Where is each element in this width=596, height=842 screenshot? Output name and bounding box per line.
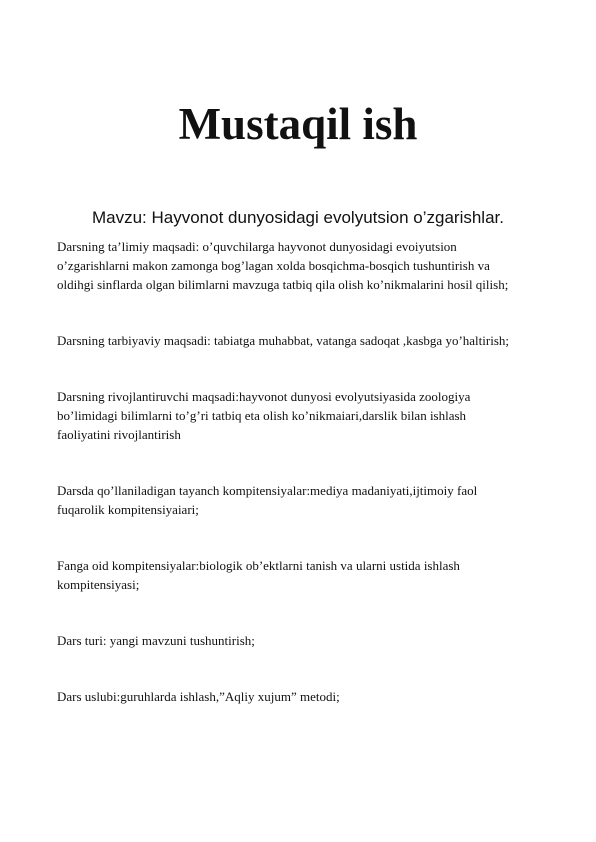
document-subtitle: Mavzu: Hayvonot dunyosidagi evolyutsion o’zgarishlar. bbox=[91, 208, 504, 227]
paragraph-line: Darsda qo’llaniladigan tayanch kompitensiyalar:mediya madaniyati,ijtimoiy faol bbox=[57, 483, 478, 498]
paragraph-lesson-method bbox=[57, 687, 557, 706]
paragraph-line: Fanga oid kompitensiyalar:biologik ob’ektlarni tanish va ularni ustida ishlash bbox=[57, 558, 460, 573]
paragraph-developmental-goal bbox=[57, 387, 557, 444]
paragraph-line: Darsning rivojlantiruvchi maqsadi:hayvonot dunyosi evolyutsiyasida zoologiya bbox=[57, 389, 471, 404]
paragraph-line: kompitensiyasi; bbox=[57, 577, 140, 592]
paragraph-line: Dars turi: yangi mavzuni tushuntirish; bbox=[57, 633, 255, 648]
document-title: Mustaqil ish bbox=[178, 99, 418, 149]
paragraph-educational-goal bbox=[57, 237, 557, 294]
paragraph-lesson-type bbox=[57, 631, 557, 650]
paragraph-line: o’zgarishlarni makon zamonga bog’lagan xolda bosqichma-bosqich tushuntirish va bbox=[57, 258, 490, 273]
paragraph-line: fuqarolik kompitensiyaiari; bbox=[57, 502, 199, 517]
paragraph-line: oldihgi sinflarda olgan bilimlarni mavzuga tatbiq qila olish ko’nikmalarini hosil qilish; bbox=[57, 277, 509, 292]
paragraph-subject-competencies bbox=[57, 556, 557, 594]
paragraph-line: Darsning tarbiyaviy maqsadi: tabiatga muhabbat, vatanga sadoqat ,kasbga yo’haltirish; bbox=[57, 333, 509, 348]
paragraph-line: Dars uslubi:guruhlarda ishlash,”Aqliy xujum” metodi; bbox=[57, 689, 340, 704]
paragraph-core-competencies bbox=[57, 481, 557, 519]
paragraph-line: faoliyatini rivojlantirish bbox=[57, 427, 181, 442]
paragraph-line: bo’limidagi bilimlarni to’g’ri tatbiq eta olish ko’nikmaiari,darslik bilan ishlash bbox=[57, 408, 467, 423]
paragraph-upbringing-goal bbox=[57, 331, 557, 350]
paragraph-line: Darsning ta’limiy maqsadi: o’quvchilarga hayvonot dunyosidagi evoiyutsion bbox=[57, 239, 457, 254]
